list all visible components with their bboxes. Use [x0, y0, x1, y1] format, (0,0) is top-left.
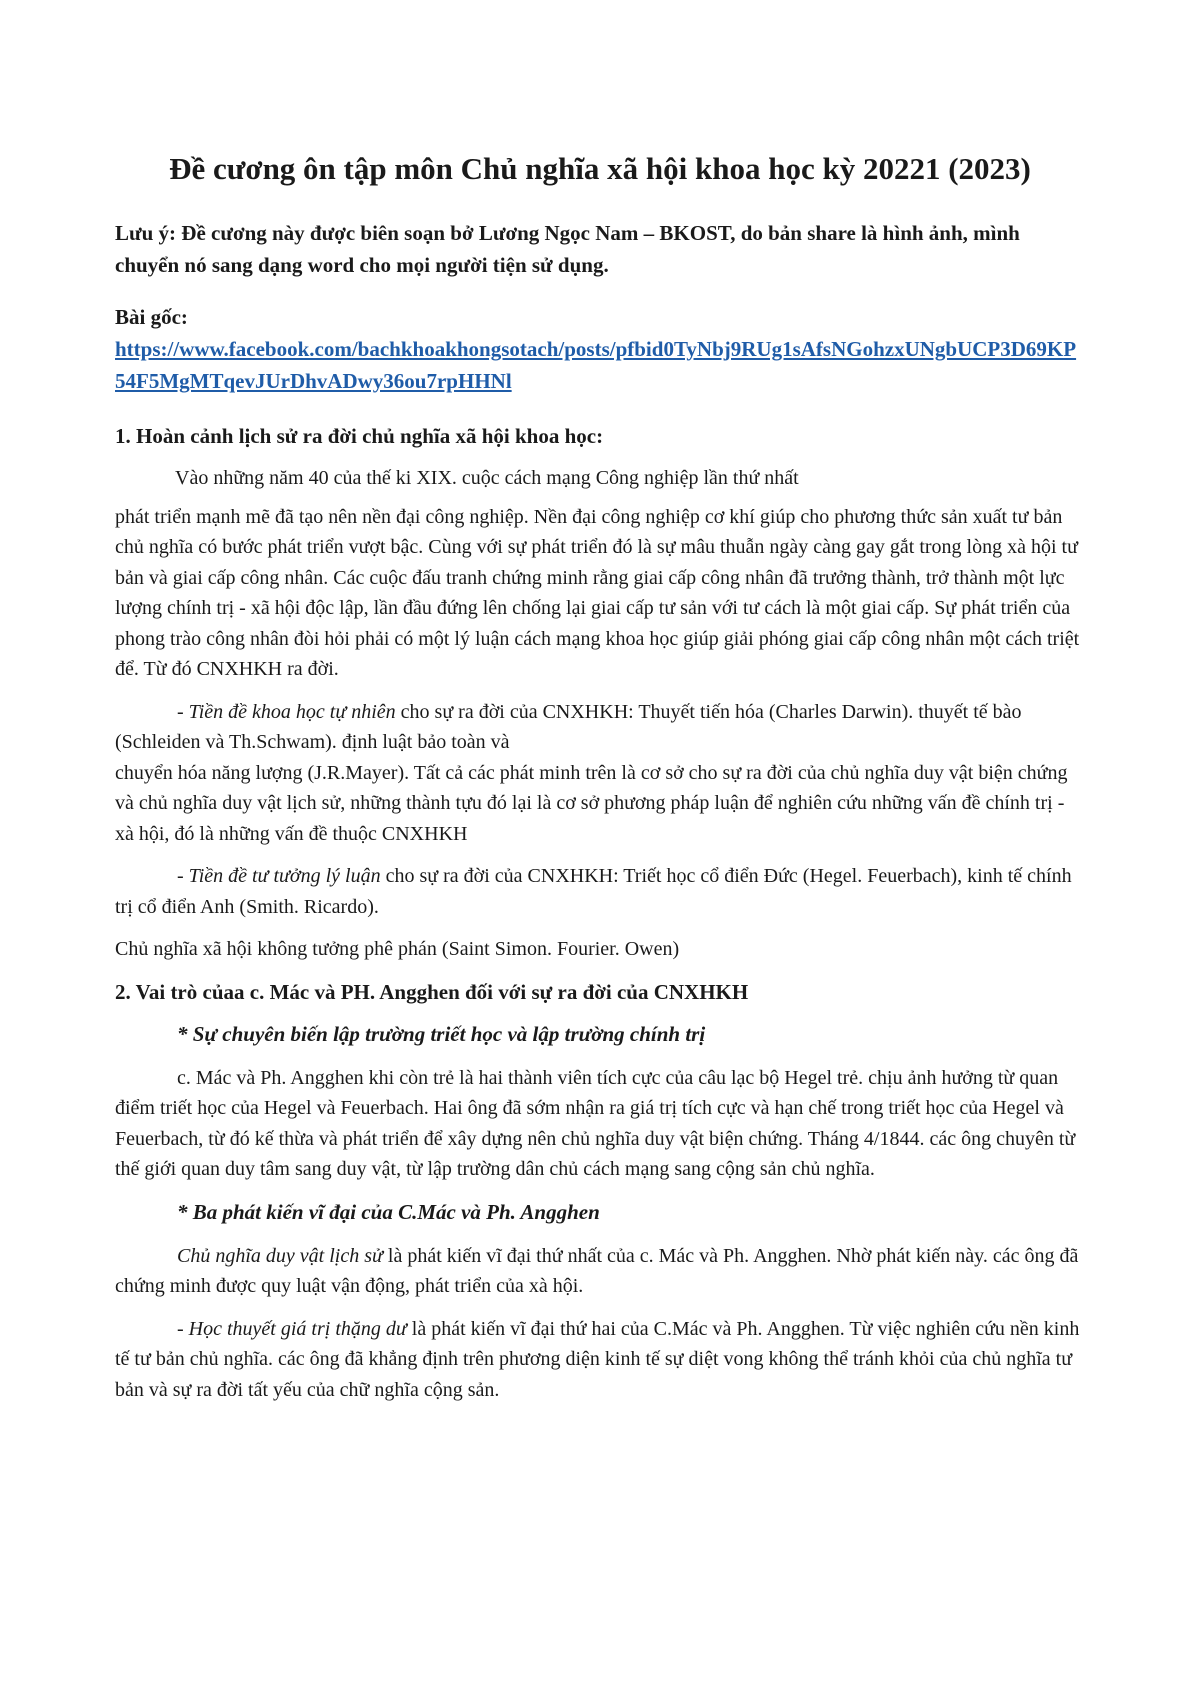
section-1-paragraph-4: Chủ nghĩa xã hội không tưởng phê phán (Saint Simon. Fourier. Owen)	[115, 938, 680, 961]
section-2-paragraph-2	[115, 1241, 1085, 1302]
section-1-paragraph-3	[115, 861, 1085, 922]
section-2-paragraph-3	[115, 1314, 1085, 1406]
dash-prefix: -	[177, 1317, 189, 1340]
source-link[interactable]: https://www.facebook.com/bachkhoakhongsotach/posts/pfbid0TyNbj9RUg1sAfsNGohzxUNgbUCP3D69KP54F5MgMTqevJUrDhvADwy36ou7rpHHNl	[115, 337, 1077, 394]
paragraph-7-text: là phát kiến vĩ đại thứ hai của C.Mác và Ph. Angghen. Từ việc nghiên cứu nền kinh tế tư bản chủ nghĩa. các ông đã khẳng định trên phương diện kinh tế sự diệt vong không thể tránh khỏi của chủ nghĩa tư bản và sự ra đời tất yếu của chữ nghĩa cộng sản.	[115, 1317, 1080, 1401]
paragraph-3-text: cho sự ra đời của CNXHKH: Triết học cổ điển Đức (Hegel. Feuerbach), kinh tế chính trị cổ điển Anh (Smith. Ricardo).	[115, 865, 1072, 918]
section-2-heading: 2. Vai trò củaa c. Mác và PH. Angghen đối với sự ra đời của CNXHKH	[115, 979, 749, 1004]
section-1-heading: 1. Hoàn cảnh lịch sử ra đời chủ nghĩa xã hội khoa học:	[115, 424, 604, 449]
dash-prefix: -	[177, 865, 189, 888]
section-1-paragraph-1-lead: Vào những năm 40 của thế ki XIX. cuộc cách mạng Công nghiệp lần thứ nhất	[175, 467, 799, 490]
emphasis-historical-materialism: Chủ nghĩa duy vật lịch sử	[177, 1244, 383, 1267]
paragraph-6-text: là phát kiến vĩ đại thứ nhất của c. Mác và Ph. Angghen. Nhờ phát kiến này. các ông đã chứng minh được quy luật vận động, phát triển của xà hội.	[115, 1244, 1079, 1298]
section-1-paragraph-1-body: phát triển mạnh mẽ đã tạo nên nền đại công nghiệp. Nền đại công nghiệp cơ khí giúp cho phương thức sản xuất tư bản chủ nghĩa có bước phát triển vượt bậc. Cùng với sự phát triển đó là sự mâu thuẫn ngày càng gay gắt trong lòng xà hội tư bản và giai cấp công nhân. Các cuộc đấu tranh chứng minh rằng giai cấp công nhân đã trưởng thành, trở thành một lực lượng chính trị - xã hội độc lập, lần đầu đứng lên chống lại giai cấp tư sản với tư cách là một giai cấp. Sự phát triển của phong trào công nhân đòi hỏi phải có một lý luận cách mạng khoa học giúp giải phóng giai cấp công nhân một cách triệt để. Từ đó CNXHKH ra đời.	[115, 505, 1080, 681]
dash-prefix: -	[177, 700, 189, 723]
author-note: Lưu ý: Đề cương này được biên soạn bở Lương Ngọc Nam – BKOST, do bản share là hình ảnh, mình chuyển nó sang dạng word cho mọi người tiện sử dụng.	[115, 221, 1020, 278]
section-2-subheading-2: * Ba phát kiến vĩ đại của C.Mác và Ph. Angghen	[177, 1199, 600, 1224]
emphasis-theory: Tiền đề tư tưởng lý luận	[188, 865, 381, 888]
section-1-paragraph-2-body: chuyển hóa năng lượng (J.R.Mayer). Tất cả các phát minh trên là cơ sở cho sự ra đời của chủ nghĩa duy vật biện chứng và chủ nghĩa duy vật lịch sử, những thành tựu đó lại là cơ sở phương pháp luận để nghiên cứu những vấn đề chính trị - xà hội, đó là những vấn đề thuộc CNXHKH	[115, 761, 1068, 845]
source-label: Bài gốc:	[115, 305, 188, 330]
page-title: Đề cương ôn tập môn Chủ nghĩa xã hội khoa học kỳ 20221 (2023)	[169, 151, 1031, 186]
paragraph-2-lead-text: cho sự ra đời của CNXHKH: Thuyết tiến hóa (Charles Darwin). thuyết tế bào (Schleiden và Th.Schwam). định luật bảo toàn và	[115, 700, 1022, 754]
emphasis-natural-science: Tiền đề khoa học tự nhiên	[188, 700, 396, 723]
section-2-subheading-1: * Sự chuyên biến lập trường triết học và lập trường chính trị	[177, 1021, 706, 1046]
emphasis-surplus-value: Học thuyết giá trị thặng dư	[188, 1317, 407, 1340]
section-1-paragraph-2-lead	[115, 697, 1085, 758]
section-2-paragraph-1: c. Mác và Ph. Angghen khi còn trẻ là hai thành viên tích cực của câu lạc bộ Hegel trẻ. chịu ảnh hưởng từ quan điểm triết học của Hegel và Feuerbach. Hai ông đã sớm nhận ra giá trị tích cực và hạn chế trong triết học của Hegel và Feuerbach, từ đó kế thừa và phát triển để xây dựng nên chủ nghĩa duy vật biện chứng. Tháng 4/1844. các ông chuyên từ thế giới quan duy tâm sang duy vật, từ lập trường dân chủ cách mạng sang cộng sản chủ nghĩa.	[115, 1066, 1076, 1181]
